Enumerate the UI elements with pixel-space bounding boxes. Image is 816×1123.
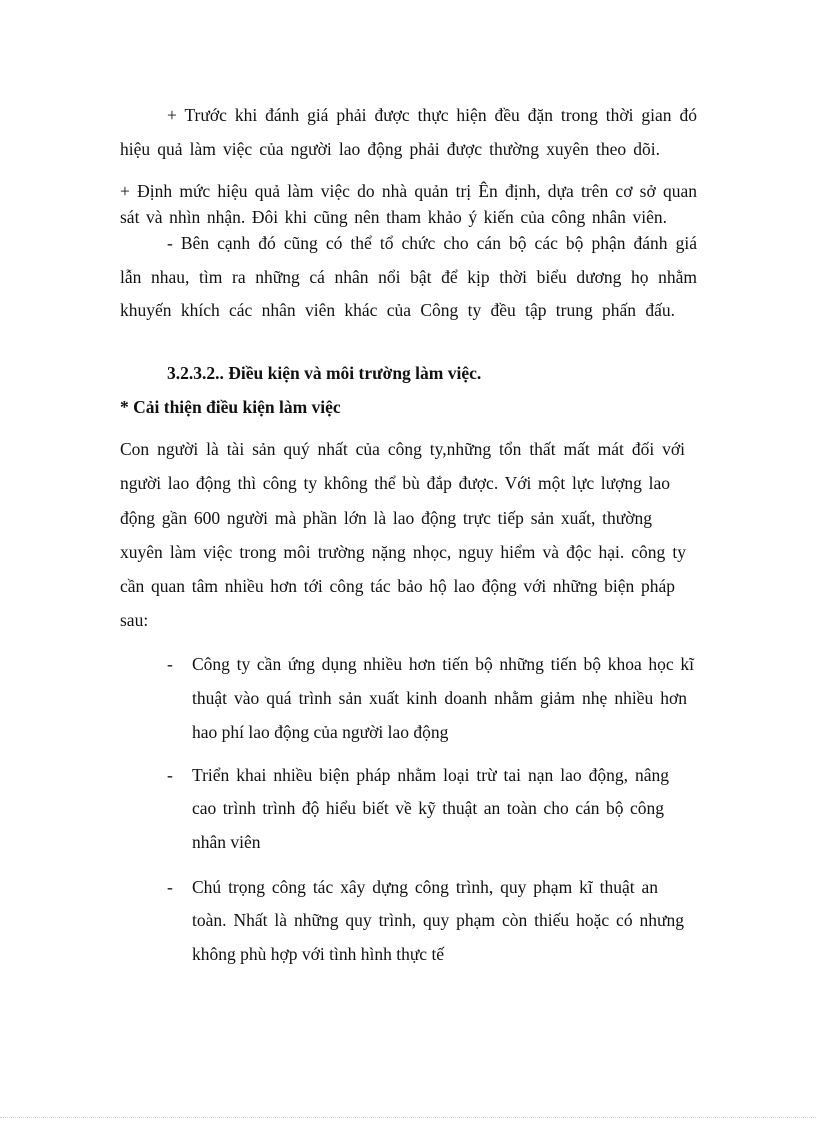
bullet-2-line-2: cao trình trình độ hiểu biết về kỹ thuật an toàn cho cán bộ công [192,798,664,818]
bullet-1-line-1: Công ty cần ứng dụng nhiều hơn tiến bộ những tiến bộ khoa học kĩ [192,654,694,674]
bullet-3-line-1: Chú trọng công tác xây dựng công trình, quy phạm kĩ thuật an [192,877,658,897]
bullet-marker: - [167,877,173,897]
paragraph-3-line-2: lẫn nhau, tìm ra những cá nhân nổi bật để kịp thời biểu dương họ nhằm [120,267,697,287]
intro-line-1: Con người là tài sản quý nhất của công ty,những tổn thất mất mát đối với [120,439,685,459]
intro-line-3: động gần 600 người mà phần lớn là lao động trực tiếp sản xuất, thường [120,508,652,528]
bullet-3-line-2: toàn. Nhất là những quy trình, quy phạm còn thiếu hoặc có nhưng [192,910,684,930]
bullet-2-line-1: Triển khai nhiều biện pháp nhằm loại trừ tai nạn lao động, nâng [192,765,669,785]
paragraph-1-line-1: + Trước khi đánh giá phải được thực hiện đều đặn trong thời gian đó [167,105,697,125]
paragraph-3-line-1: - Bên cạnh đó cũng có thể tổ chức cho cán bộ các bộ phận đánh giá [167,233,697,253]
bullet-1-line-3: hao phí lao động của người lao động [192,722,449,742]
intro-line-6: sau: [120,610,149,630]
bullet-marker: - [167,765,173,785]
bullet-1-line-2: thuật vào quá trình sản xuất kinh doanh nhằm giảm nhẹ nhiều hơn [192,688,687,708]
section-heading: 3.2.3.2.. Điều kiện và môi trường làm việc. [167,363,482,383]
paragraph-3-line-3: khuyến khích các nhân viên khác của Công ty đều tập trung phấn đấu. [120,300,675,320]
intro-line-2: người lao động thì công ty không thể bù đắp được. Với một lực lượng lao [120,473,670,493]
bullet-2-line-3: nhân viên [192,832,261,852]
paragraph-2-line-1: + Định mức hiệu quả làm việc do nhà quản trị Ên định, dựa trên cơ sở quan [120,181,697,201]
paragraph-1-line-2: hiệu quả làm việc của người lao động phải được thường xuyên theo dõi. [120,139,660,159]
intro-line-5: cần quan tâm nhiều hơn tới công tác bảo hộ lao động với những biện pháp [120,576,675,596]
bullet-3-line-3: không phù hợp với tình hình thực tế [192,944,445,964]
page-bottom-divider [0,1117,816,1118]
intro-line-4: xuyên làm việc trong môi trường nặng nhọc, nguy hiểm và độc hại. công ty [120,542,686,562]
bullet-marker: - [167,654,173,674]
sub-heading: * Cải thiện điều kiện làm việc [120,397,341,417]
paragraph-2-line-2: sát và nhìn nhận. Đôi khi cũng nên tham khảo ý kiến của công nhân viên. [120,207,667,227]
